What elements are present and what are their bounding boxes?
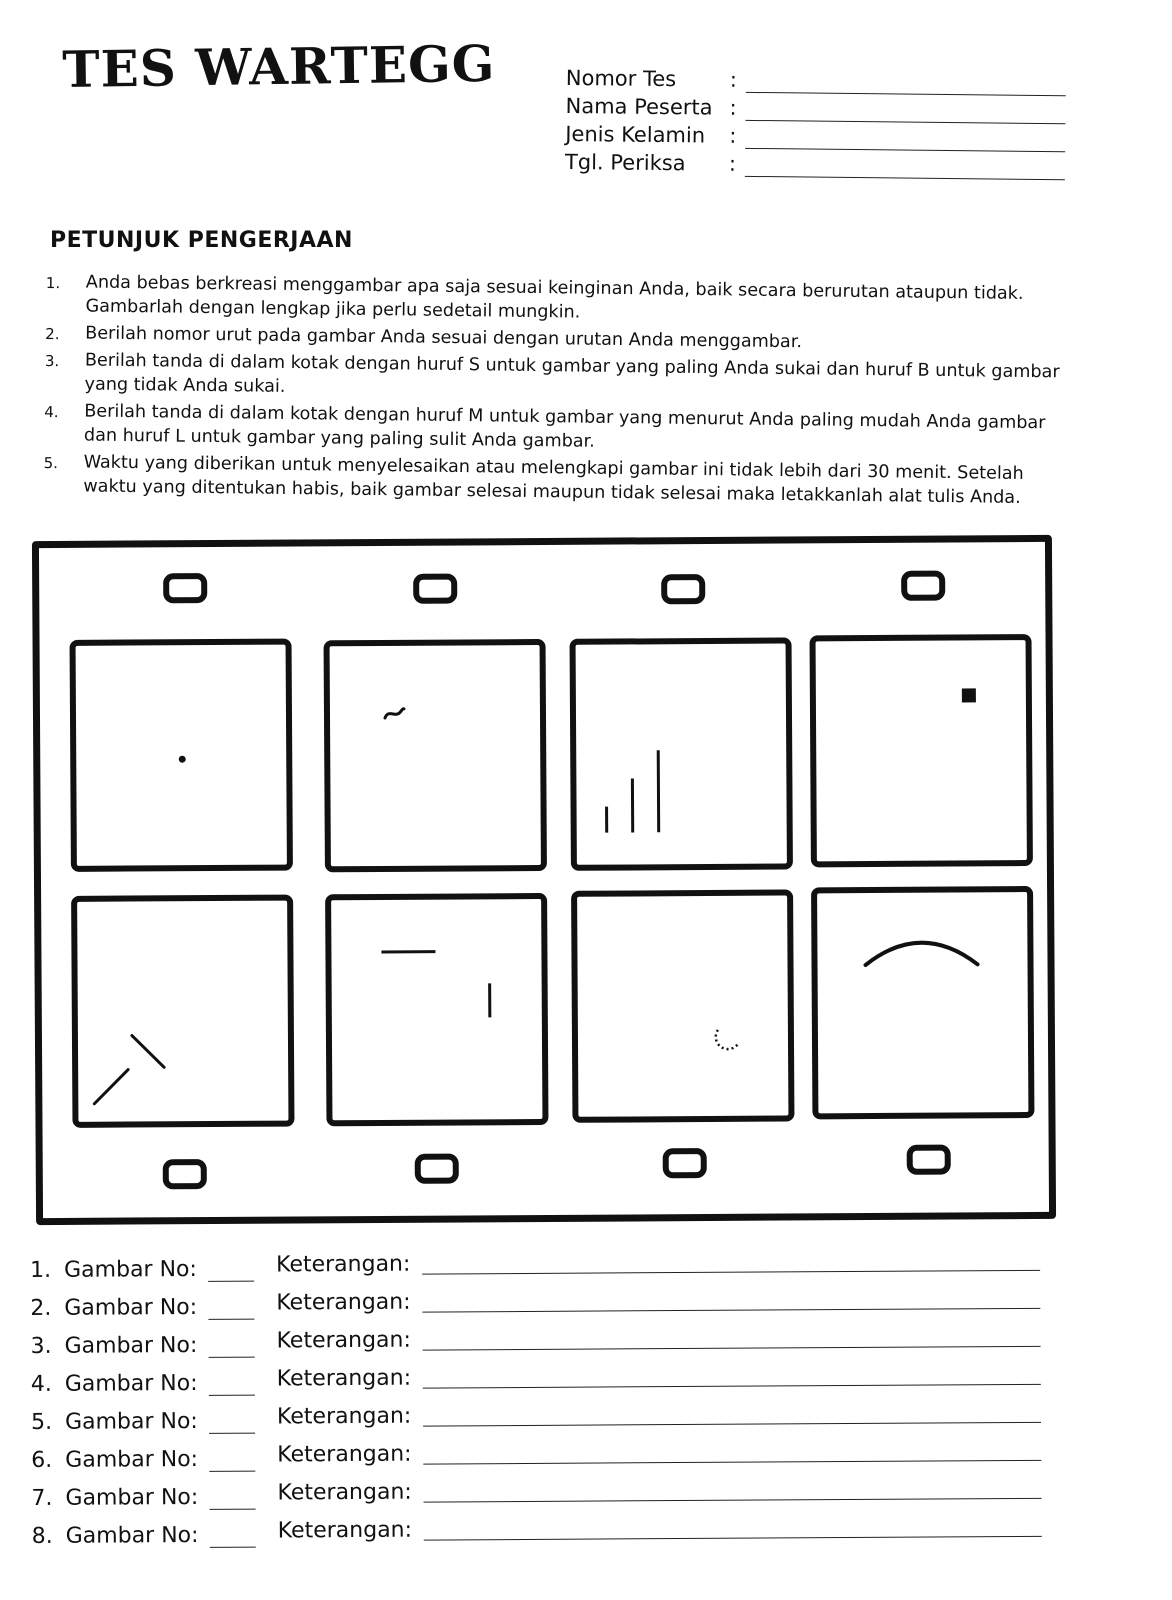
page-title: TES WARTEGG xyxy=(62,33,496,99)
arc-icon xyxy=(817,892,1028,1113)
diagonal-lines-icon xyxy=(77,901,288,1122)
answer-row xyxy=(30,1248,1040,1292)
answer-number: 4. xyxy=(30,1371,52,1397)
answer-number: 8. xyxy=(31,1523,53,1549)
answer-box-7[interactable] xyxy=(663,1148,707,1178)
drawing-box-7[interactable] xyxy=(571,889,794,1122)
answer-number: 7. xyxy=(31,1485,53,1511)
answer-row xyxy=(31,1362,1041,1406)
drawing-box-1[interactable] xyxy=(70,639,293,872)
drawing-box-3[interactable] xyxy=(570,637,793,870)
keterangan-input-line[interactable] xyxy=(423,1460,1041,1465)
gambar-no-input-line[interactable] xyxy=(209,1471,255,1472)
answer-box-5[interactable] xyxy=(163,1159,207,1189)
drawing-box-5[interactable] xyxy=(71,895,294,1128)
keterangan-label: Keterangan: xyxy=(277,1479,412,1506)
ascending-lines-icon xyxy=(576,644,787,865)
keterangan-label: Keterangan: xyxy=(277,1517,413,1544)
instruction-text: Berilah tanda di dalam kotak dengan huruf M untuk gambar yang menurut Anda paling mudah Anda gambar dan huruf L untuk gambar yang paling sulit Anda gambar. xyxy=(83,401,1046,452)
drawing-box-4[interactable] xyxy=(810,634,1033,867)
answer-box-8[interactable] xyxy=(907,1145,951,1175)
keterangan-label: Keterangan: xyxy=(276,1365,412,1392)
instructions-list xyxy=(43,270,1076,514)
instruction-number: 1. xyxy=(45,273,61,293)
answer-row xyxy=(31,1476,1041,1520)
field-colon: : xyxy=(729,67,738,92)
keterangan-input-line[interactable] xyxy=(424,1536,1042,1541)
answer-box-3[interactable] xyxy=(661,574,705,604)
gambar-no-input-line[interactable] xyxy=(210,1509,256,1510)
instruction-number: 2. xyxy=(45,324,60,344)
keterangan-label: Keterangan: xyxy=(276,1327,411,1354)
instruction-number: 3. xyxy=(44,351,60,371)
answer-number: 6. xyxy=(31,1447,53,1473)
gambar-no-label: Gambar No: xyxy=(64,1256,197,1283)
field-tgl-periksa[interactable] xyxy=(565,150,1065,183)
answer-number: 5. xyxy=(30,1409,53,1435)
answer-list xyxy=(30,1248,1042,1558)
gambar-no-input-line[interactable] xyxy=(210,1547,256,1548)
gambar-no-label: Gambar No: xyxy=(65,1446,199,1473)
answer-box-6[interactable] xyxy=(415,1154,459,1184)
gambar-no-label: Gambar No: xyxy=(64,1332,198,1359)
answer-number: 2. xyxy=(30,1295,52,1321)
answer-number: 1. xyxy=(30,1257,52,1283)
answer-row xyxy=(32,1514,1042,1558)
field-colon: : xyxy=(729,123,737,148)
answer-row xyxy=(30,1286,1040,1330)
answer-number: 3. xyxy=(30,1333,52,1359)
gambar-no-label: Gambar No: xyxy=(65,1522,199,1549)
keterangan-label: Keterangan: xyxy=(276,1403,412,1430)
field-label: Nomor Tes xyxy=(565,66,677,92)
perpendicular-lines-icon xyxy=(331,899,542,1120)
instruction-text: Berilah nomor urut pada gambar Anda sesuai dengan urutan Anda menggambar. xyxy=(85,323,803,353)
keterangan-label: Keterangan: xyxy=(276,1289,411,1316)
keterangan-input-line[interactable] xyxy=(423,1346,1041,1351)
field-label: Nama Peserta xyxy=(565,93,713,120)
keterangan-input-line[interactable] xyxy=(423,1422,1041,1427)
gambar-no-input-line[interactable] xyxy=(209,1433,255,1434)
gambar-no-label: Gambar No: xyxy=(64,1408,198,1435)
answer-box-2[interactable] xyxy=(413,574,457,604)
answer-box-4[interactable] xyxy=(901,571,945,601)
instruction-number: 4. xyxy=(44,402,59,422)
keterangan-input-line[interactable] xyxy=(422,1308,1040,1313)
field-colon: : xyxy=(728,151,737,176)
field-label: Tgl. Periksa xyxy=(564,149,686,176)
instruction-item xyxy=(43,450,1074,511)
dotted-curve-icon xyxy=(577,896,788,1117)
keterangan-input-line[interactable] xyxy=(424,1498,1042,1503)
instructions-heading: PETUNJUK PENGERJAAN xyxy=(50,228,353,253)
gambar-no-label: Gambar No: xyxy=(64,1294,198,1321)
keterangan-input-line[interactable] xyxy=(423,1384,1041,1389)
instruction-item xyxy=(44,348,1075,409)
black-square-icon xyxy=(816,640,1027,861)
gambar-no-input-line[interactable] xyxy=(209,1357,255,1358)
drawing-box-6[interactable] xyxy=(325,893,548,1126)
dot-icon xyxy=(76,645,287,866)
answer-box-1[interactable] xyxy=(163,573,207,603)
instruction-text: Anda bebas berkreasi menggambar apa saja sesuai keinginan Anda, baik secara berurutan ataupun tidak. Gambarlah dengan lengkap jika perlu sedetail mungkin. xyxy=(85,272,1024,323)
drawing-box-8[interactable] xyxy=(811,886,1034,1119)
instruction-number: 5. xyxy=(43,453,59,473)
keterangan-label: Keterangan: xyxy=(277,1441,412,1468)
gambar-no-input-line[interactable] xyxy=(209,1395,255,1396)
gambar-no-label: Gambar No: xyxy=(65,1484,199,1511)
instruction-item xyxy=(44,399,1075,460)
gambar-no-input-line[interactable] xyxy=(208,1319,254,1320)
answer-row xyxy=(30,1324,1040,1368)
drawing-box-2[interactable] xyxy=(324,639,547,872)
identity-block xyxy=(565,66,1066,183)
gambar-no-label: Gambar No: xyxy=(64,1370,198,1397)
field-label: Jenis Kelamin xyxy=(565,121,706,148)
field-colon: : xyxy=(729,95,737,120)
answer-row xyxy=(31,1438,1041,1482)
keterangan-input-line[interactable] xyxy=(422,1270,1040,1275)
test-grid-frame xyxy=(32,535,1056,1225)
instruction-text: Berilah tanda di dalam kotak dengan huruf S untuk gambar yang paling Anda sukai dan huruf B untuk gambar yang tidak Anda sukai. xyxy=(84,350,1060,397)
instruction-text: Waktu yang diberikan untuk menyelesaikan atau melengkapi gambar ini tidak lebih dari 30 menit. Setelah waktu yang ditentukan habis, baik gambar selesai maupun tidak selesai maka letakkanlah alat tulis Anda. xyxy=(83,452,1024,508)
tgl-periksa-input-line[interactable] xyxy=(745,176,1065,180)
answer-row xyxy=(31,1400,1041,1444)
instruction-item xyxy=(45,270,1076,331)
gambar-no-input-line[interactable] xyxy=(208,1281,254,1282)
keterangan-label: Keterangan: xyxy=(275,1251,411,1278)
wave-icon xyxy=(330,645,541,866)
